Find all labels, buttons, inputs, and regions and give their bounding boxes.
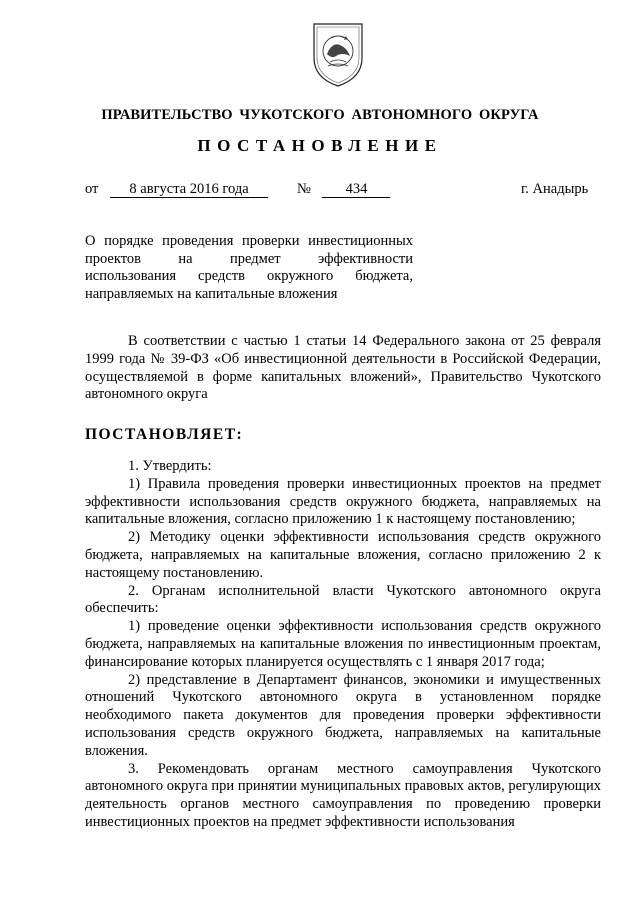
date-line	[85, 181, 268, 198]
government-title: ПРАВИТЕЛЬСТВО ЧУКОТСКОГО АВТОНОМНОГО ОКРУГА	[101, 107, 539, 123]
item-paragraph: 1) проведение оценки эффективности использования средств окружного бюджета, направляемых на капитальные вложения по инвестиционным проектам, финансирование которых планируется осуществлять с 1 января 2017 года;	[85, 618, 601, 670]
coat-of-arms-emblem	[306, 18, 370, 90]
resolution-items	[85, 458, 601, 832]
item-paragraph: 2) представление в Департамент финансов, экономики и имущественных отношений Чукотского автономного округа в установленном порядке необходимого пакета документов для проведения проверки эффективности использования средств окружного бюджета, направляемых на капитальные вложения.	[85, 671, 601, 759]
subject-line: О порядке проведения проверки инвестиционных	[85, 233, 413, 249]
preamble-block	[85, 333, 601, 404]
subject-line: направляемых на капитальные вложения	[85, 285, 338, 302]
item-paragraph: 1) Правила проведения проверки инвестиционных проектов на предмет эффективности использования средств окружного бюджета, направляемых на капитальные вложения, согласно приложению 1 к настоящему постановлению;	[85, 475, 601, 528]
number-prefix: №	[297, 181, 311, 197]
document-type: ПОСТАНОВЛЕНИЕ	[197, 136, 443, 155]
resolve-heading: ПОСТАНОВЛЯЕТ:	[85, 426, 244, 443]
document-subject	[85, 233, 413, 303]
document-date: 8 августа 2016 года	[110, 181, 268, 198]
document-number: 434	[322, 181, 390, 198]
item-paragraph: 2) Методику оценки эффективности использования средств окружного бюджета, направляемых на капитальные вложения, согласно приложению 2 к настоящему постановлению.	[85, 529, 601, 581]
number-line	[297, 181, 390, 198]
subject-line: использования средств окружного бюджета,	[85, 268, 413, 284]
date-prefix: от	[85, 181, 99, 197]
subject-line: проектов на предмет эффективности	[85, 250, 413, 267]
item-paragraph: 2. Органам исполнительной власти Чукотского автономного округа обеспечить:	[85, 582, 601, 617]
item-paragraph: 1. Утвердить:	[128, 458, 212, 474]
item-paragraph: 3. Рекомендовать органам местного самоуправления Чукотского автономного округа при принятии муниципальных правовых актов, регулирующих деятельность органов местного самоуправления по проведению проверки инвестиционных проектов на предмет эффективности использования	[85, 760, 601, 830]
preamble-paragraph: В соответствии с частью 1 статьи 14 Федерального закона от 25 февраля 1999 года № 39-ФЗ «Об инвестиционной деятельности в Российской Федерации, осуществляемой в форме капитальных вложений», Правительство Чукотского автономного округа	[85, 333, 601, 403]
document-place: г. Анадырь	[521, 181, 589, 197]
